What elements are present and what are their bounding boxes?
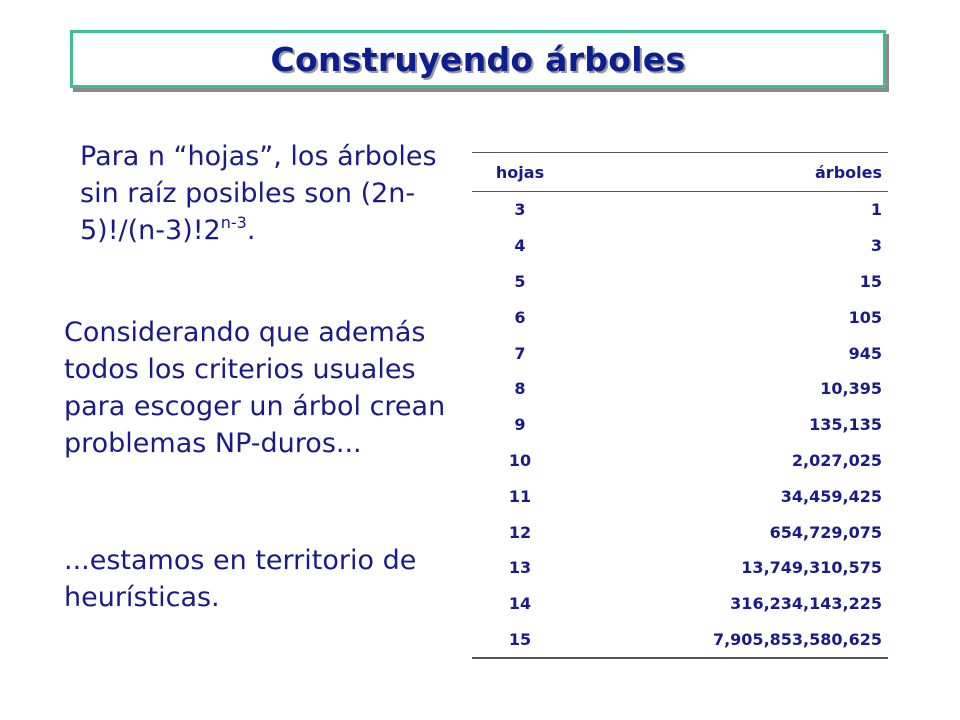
cell-arboles: 654,729,075: [769, 522, 882, 542]
title-box: [70, 30, 886, 88]
cell-hojas: 12: [508, 522, 532, 542]
cell-hojas: 10: [508, 450, 532, 470]
table-row: [472, 514, 888, 550]
table-row: [472, 299, 888, 335]
formula-text: [80, 138, 440, 249]
cell-arboles: 15: [859, 271, 882, 291]
formula-exponent: n-3: [220, 213, 247, 232]
cell-hojas: 15: [508, 629, 532, 649]
cell-hojas: 13: [508, 558, 532, 578]
table-row: [472, 335, 888, 371]
table-body: [472, 192, 888, 659]
cell-arboles: 316,234,143,225: [730, 594, 882, 614]
cell-hojas: 6: [514, 307, 526, 327]
trees-table: [472, 152, 888, 659]
cell-hojas: 3: [514, 200, 526, 220]
table-row: [472, 228, 888, 264]
cell-arboles: 135,135: [809, 415, 882, 435]
table-row: [472, 443, 888, 479]
cell-hojas: 8: [514, 379, 526, 399]
table-row: [472, 550, 888, 586]
table-row: [472, 264, 888, 300]
cell-hojas: 7: [514, 343, 526, 363]
table-row: [472, 586, 888, 622]
table-row: [472, 622, 888, 659]
cell-arboles: 34,459,425: [780, 486, 882, 506]
cell-arboles: 1: [870, 200, 882, 220]
formula-end: .: [246, 215, 256, 246]
cell-hojas: 5: [514, 271, 526, 291]
cell-hojas: 9: [514, 415, 526, 435]
cell-hojas: 11: [508, 486, 532, 506]
cell-arboles: 2,027,025: [791, 450, 882, 470]
considering-text: Considerando que además todos los criterios usuales para escoger un árbol crean problemas NP-duros...: [64, 317, 446, 459]
cell-hojas: 4: [514, 236, 526, 256]
header-hojas: hojas: [495, 162, 545, 182]
cell-arboles: 10,395: [820, 379, 882, 399]
trees-table-container: [472, 152, 888, 659]
header-arboles: árboles: [815, 162, 882, 182]
page-title: Construyendo árboles: [270, 39, 686, 79]
cell-arboles: 13,749,310,575: [741, 558, 882, 578]
table-row: [472, 371, 888, 407]
table-header-row: [472, 153, 888, 192]
cell-arboles: 105: [848, 307, 882, 327]
table-row: [472, 192, 888, 228]
territory-text: ...estamos en territorio de heurísticas.: [64, 545, 417, 613]
table-row: [472, 478, 888, 514]
cell-arboles: 7,905,853,580,625: [712, 629, 882, 649]
cell-arboles: 945: [848, 343, 882, 363]
cell-hojas: 14: [508, 594, 532, 614]
formula-main: Para n “hojas”, los árboles sin raíz posibles son (2n-5)!/(n-3)!2: [80, 141, 437, 246]
cell-arboles: 3: [870, 236, 882, 256]
table-row: [472, 407, 888, 443]
